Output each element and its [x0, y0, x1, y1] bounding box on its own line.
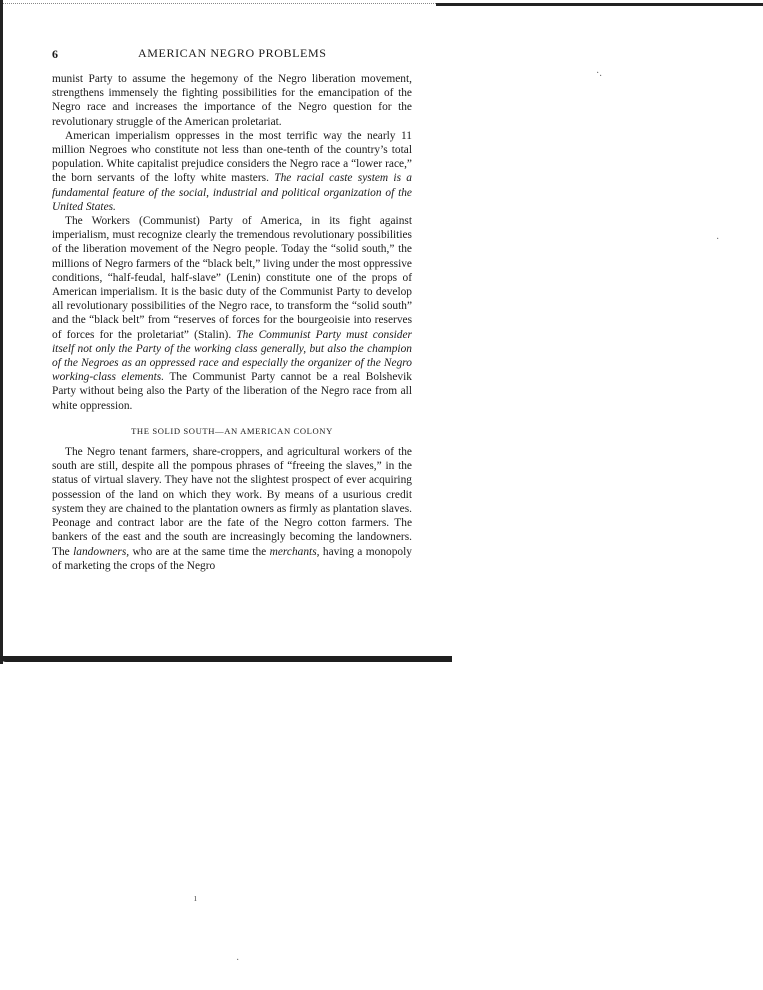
- paragraph-text: The Negro tenant farmers, share-croppers, and agricultural workers of the south are still, despite all the pompous phrases of “freeing the slaves,” in the status of virtual slavery. They have not the slightest prospect of ever acquiring possession of the land on which they work. By means of a usurious credit system they are chained to the plantation owners as firmly as plantation slaves. Peonage and contract labor are the fate of the Negro cotton farmers. The bankers of the east and the south are increasingly becoming the landowners. The: [52, 446, 412, 558]
- paragraph-text: The Communist Party cannot be a real Bolshevik Party without being also the Party of the liberation of the Negro race from all white oppression.: [52, 371, 412, 412]
- running-head: [52, 44, 412, 64]
- paragraph-text: who are at the same time the: [132, 545, 267, 558]
- paragraph-text: having a monopoly of marketing the crops of the Negro: [52, 545, 412, 572]
- top-edge-scan-border: [436, 3, 763, 6]
- emphasis-text: merchants,: [269, 545, 320, 558]
- paragraph-continuation: munist Party to assume the hegemony of the Negro liberation movement, strengthens immensely the fighting possibilities for the emancipation of the Negro race and increases the importance of the Negro question for the revolutionary struggle of the American proletariat.: [52, 73, 412, 128]
- top-edge-dotted-rule: [0, 3, 436, 4]
- emphasis-text: The racial caste system is a fundamental feature of the social, industrial and political organization of the United States.: [52, 172, 412, 213]
- body-text: [52, 72, 412, 573]
- left-edge-scan-border: [0, 0, 3, 664]
- emphasis-text: landowners,: [73, 545, 130, 558]
- bottom-edge-scan-border: [0, 656, 452, 662]
- paragraph-imperialism: [52, 129, 412, 214]
- paragraph-workers-party: [52, 214, 412, 413]
- scan-speck: ı: [194, 893, 197, 904]
- scan-speck: ·: [236, 955, 240, 966]
- emphasis-text: The Communist Party must consider itself not only the Party of the working class generally, but also the champion of the Negroes as an oppressed race and especially the organizer of the Negro working-class elements.: [52, 328, 412, 384]
- paragraph-text: American imperialism oppresses in the most terrific way the nearly 11 million Negroes who constitute not less than one-tenth of the country’s total population. White capitalist prejudice considers the Negro race a “lower race,” the born servants of the lofty white masters.: [52, 129, 412, 185]
- scan-speck: ·.: [596, 68, 602, 79]
- scan-speck: ·: [716, 234, 720, 245]
- book-page: [52, 44, 412, 573]
- running-title: AMERICAN NEGRO PROBLEMS: [138, 46, 327, 60]
- page-number: 6: [52, 47, 59, 61]
- paragraph-text: The Workers (Communist) Party of America, in its fight against imperialism, must recognize clearly the tremendous revolutionary possibilities of the liberation movement of the Negro people. Today the “solid south,” the millions of Negro farmers of the “black belt,” living under the most oppressive conditions, “half-feudal, half-slave” (Lenin) constitute one of the props of American imperialism. It is the basic duty of the Communist Party to develop all revolutionary possibilities of the Negro race, to transform the “solid south” and the “black belt” from “reserves of forces for the bourgeoisie into reserves of forces for the proletariat” (Stalin).: [52, 215, 412, 341]
- paragraph-solid-south: [52, 445, 412, 573]
- section-heading: THE SOLID SOUTH—AN AMERICAN COLONY: [131, 425, 333, 436]
